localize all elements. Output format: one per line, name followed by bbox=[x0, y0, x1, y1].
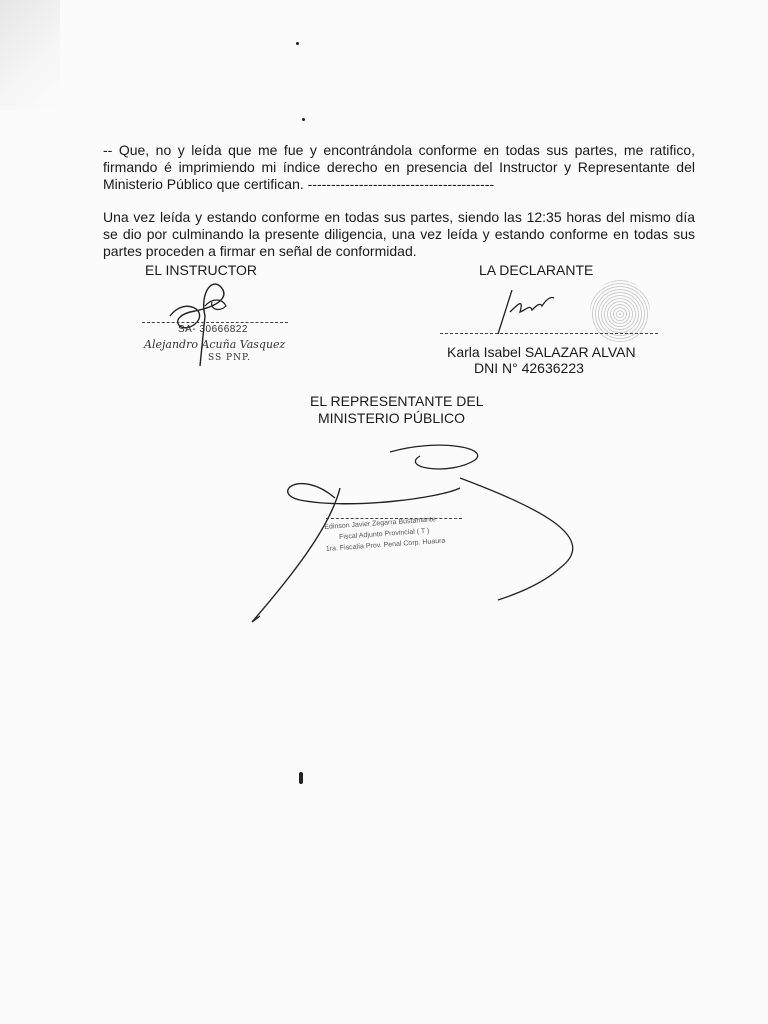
representante-title bbox=[310, 393, 484, 427]
representante-title-line-1: EL REPRESENTANTE DEL bbox=[310, 393, 484, 409]
instructor-signature-line bbox=[142, 322, 288, 323]
paragraph-ratification: -- Que, no y leída que me fue y encontrándola conforme en todas sus partes, me ratifico, firmando é imprimiendo mi índice derecho en presencia del Instructor y Representante del Ministerio Público que certifican. ---------------------------------------- bbox=[103, 142, 695, 192]
declarante-signature-line bbox=[440, 333, 658, 334]
scan-speck bbox=[302, 118, 305, 121]
scan-speck bbox=[296, 42, 299, 45]
representante-seal-line-2: Fiscal Adjunto Provincial ( T ) bbox=[338, 527, 430, 541]
declarante-title: LA DECLARANTE bbox=[479, 262, 594, 278]
instructor-seal-code: SA- 30666822 bbox=[178, 324, 248, 335]
representante-title-line-2: MINISTERIO PÚBLICO bbox=[318, 410, 466, 426]
paragraph-closing: Una vez leída y estando conforme en todas sus partes, siendo las 12:35 horas del mismo día se dio por culminando la presente diligencia, una vez leída y estando conforme en todas sus partes proceden a firmar en señal de conformidad. bbox=[103, 209, 695, 259]
representante-seal-line-1: Edinson Javier Zegarra Bustamante bbox=[324, 516, 437, 531]
scan-corner-shadow bbox=[0, 0, 60, 110]
representante-seal-line-3: 1ra. Fiscalía Prov. Penal Corp. Huaura bbox=[325, 537, 446, 553]
instructor-seal-name: Alejandro Acuña Vasquez bbox=[144, 338, 286, 351]
declarante-name: Karla Isabel SALAZAR ALVAN bbox=[447, 344, 636, 360]
declarante-dni: DNI N° 42636223 bbox=[474, 360, 584, 376]
instructor-seal-rank: SS PNP. bbox=[208, 353, 252, 363]
instructor-title: EL INSTRUCTOR bbox=[145, 262, 258, 278]
scan-speck bbox=[299, 772, 303, 784]
